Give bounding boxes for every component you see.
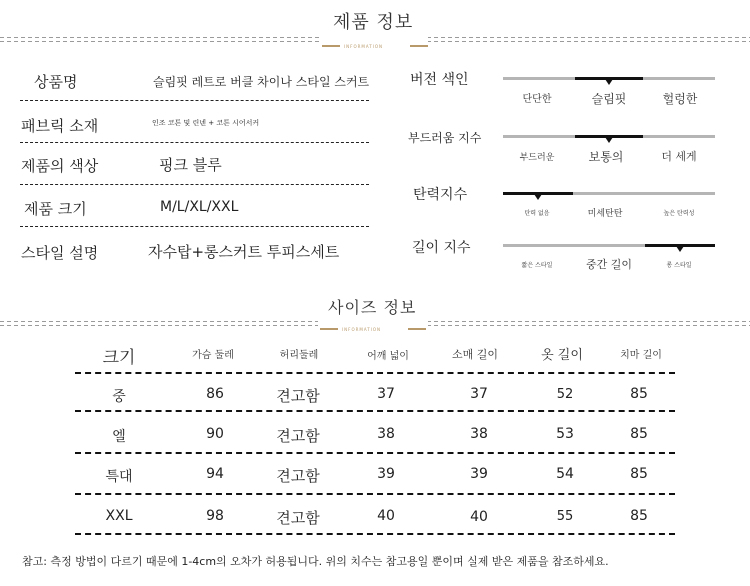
cell-top-length: 54 [556,466,574,482]
cell-skirt-length: 85 [630,386,648,402]
softness-option-1: 부드러운 [519,153,555,163]
header-size: 크기 [102,348,136,368]
cell-top-length: 55 [556,509,574,524]
product-name-label: 상품명 [34,73,78,91]
cell-skirt-length: 85 [630,466,648,482]
header-shoulder: 어깨 넓이 [367,351,409,362]
softness-scale-marker [605,137,613,143]
measurement-note: 참고: 측정 방법이 다르기 때문에 1-4cm의 오차가 허용됩니다. 위의 치수는 참고용일 뿐이며 실제 받은 제품을 참조하세요. [22,555,609,568]
header-waist: 허리둘레 [279,350,319,361]
elasticity-scale-label: 탄력지수 [413,187,468,203]
header-top-length: 옷 길이 [541,348,583,363]
softness-option-2: 보통의 [588,150,624,164]
cell-size: 특대 [105,469,133,485]
fit-option-3: 헐렁한 [662,92,698,106]
cell-sleeve: 40 [470,509,488,525]
cell-chest: 90 [206,426,224,442]
table-line-3 [75,493,675,495]
fabric-label: 패브릭 소재 [21,117,99,135]
product-info-accent-left [322,45,340,47]
info-divider-3 [20,184,369,185]
info-divider-1 [20,100,369,101]
softness-scale-label: 부드러움 지수 [408,131,482,145]
size-info-accent-right [408,328,426,330]
cell-waist: 견고함 [276,509,320,527]
cell-chest: 98 [206,508,224,524]
info-divider-2 [20,142,369,143]
fit-scale-marker [605,79,613,85]
product-name-value: 슬림핏 레트로 버클 차이나 스타일 스커트 [153,75,370,89]
length-option-3: 롱 스타일 [666,262,692,269]
cell-size: 중 [112,389,126,405]
style-value: 자수탑+롱스커트 투피스세트 [148,243,340,261]
cell-waist: 견고함 [276,467,320,485]
size-value: M/L/XL/XXL [160,199,239,215]
cell-chest: 86 [206,386,224,402]
table-line-4 [75,533,675,535]
fit-scale-label: 버전 색인 [410,72,469,88]
color-value: 핑크 블루 [159,156,222,174]
table-line-1 [75,410,675,412]
header-chest: 가슴 둘레 [192,350,234,361]
fit-option-2: 슬림핏 [591,92,627,106]
product-info-accent-right [410,45,428,47]
fit-option-1: 단단한 [522,94,552,105]
fabric-value: 인조 코튼 및 린넨 + 코튼 시어서커 [152,119,260,127]
cell-shoulder: 38 [377,426,395,442]
softness-option-3: 더 세게 [661,150,697,163]
color-label: 제품의 색상 [21,157,99,175]
cell-sleeve: 39 [470,466,488,482]
table-line-0 [75,372,675,374]
info-divider-4 [20,226,369,227]
cell-shoulder: 37 [377,386,395,402]
cell-waist: 견고함 [276,387,320,405]
length-option-2: 중간 길이 [585,258,633,271]
length-option-1: 짧은 스타일 [521,262,553,269]
elasticity-option-3: 높은 탄력성 [663,210,695,217]
cell-shoulder: 40 [377,508,395,524]
cell-top-length: 53 [556,426,574,442]
size-info-title: 사이즈 정보 [328,298,417,317]
cell-skirt-length: 85 [630,426,648,442]
table-line-2 [75,452,675,454]
cell-size: 엘 [112,429,126,445]
elasticity-option-2: 미세탄탄 [587,209,623,219]
length-scale-marker [676,246,684,252]
cell-shoulder: 39 [377,466,395,482]
cell-size: XXL [105,508,133,524]
size-info-subtitle: INFORMATION [342,327,382,332]
header-skirt-length: 치마 길이 [620,350,662,361]
cell-skirt-length: 85 [630,508,648,524]
elasticity-scale-marker [534,194,542,200]
cell-sleeve: 37 [470,386,488,402]
size-label: 제품 크기 [24,200,87,218]
cell-sleeve: 38 [470,426,488,442]
cell-waist: 견고함 [276,427,320,445]
cell-top-length: 52 [556,387,574,402]
elasticity-option-1: 탄력 없음 [524,210,550,217]
style-label: 스타일 설명 [21,244,99,262]
size-info-accent-left [320,328,338,330]
product-info-title: 제품 정보 [333,12,414,33]
header-sleeve: 소매 길이 [451,348,499,361]
cell-chest: 94 [206,466,224,482]
length-scale-label: 길이 지수 [412,240,471,256]
product-info-subtitle: INFORMATION [344,44,384,49]
